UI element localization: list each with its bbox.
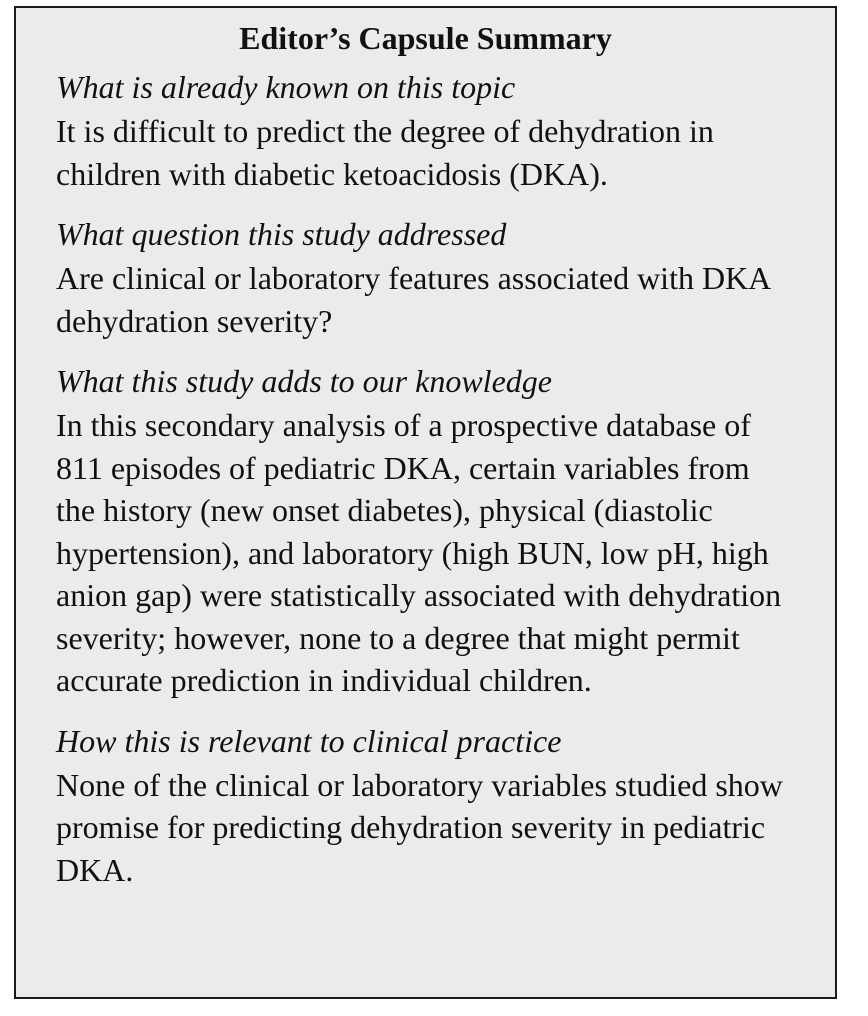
- section-heading: What this study adds to our knowledge: [56, 363, 552, 399]
- capsule-summary-box: [14, 6, 837, 999]
- capsule-title: Editor’s Capsule Summary: [239, 20, 612, 56]
- section-clinical-relevance: [56, 720, 795, 892]
- section-body: None of the clinical or laboratory variables studied show promise for predicting dehydration severity in pediatric DKA.: [56, 766, 783, 888]
- section-heading: How this is relevant to clinical practice: [56, 722, 562, 759]
- section-body: In this secondary analysis of a prospective database of 811 episodes of pediatric DKA, certain variables from the history (new onset diabetes), physical (diastolic hypertension), and laboratory (high BUN, low pH, high anion gap) were statistically associated with dehydration severity; however, none to a degree that might permit accurate prediction in individual children.: [56, 407, 782, 698]
- section-heading: What is already known on this topic: [56, 69, 516, 105]
- section-question-addressed: [56, 213, 795, 342]
- section-body: Are clinical or laboratory features associated with DKA dehydration severity?: [56, 260, 770, 339]
- section-heading: What question this study addressed: [56, 216, 507, 252]
- section-body: It is difficult to predict the degree of dehydration in children with diabetic ketoacidosis (DKA).: [56, 113, 714, 192]
- section-already-known: [56, 66, 795, 195]
- section-study-adds: [56, 360, 795, 702]
